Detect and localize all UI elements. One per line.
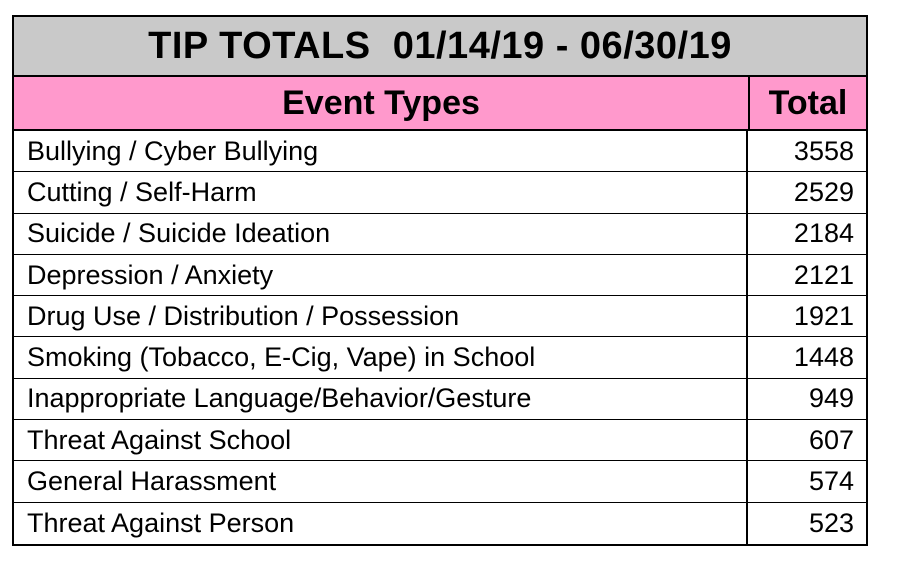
event-type-cell: Smoking (Tobacco, E-Cig, Vape) in School [14,337,748,377]
event-type-cell: Threat Against School [14,420,748,460]
total-cell: 1921 [793,300,854,331]
table-row [14,172,866,213]
total-header: Total [768,83,848,122]
table-row [14,214,866,255]
total-cell: 2121 [793,259,854,290]
event-type-cell: Drug Use / Distribution / Possession [14,296,748,336]
table-row [14,461,866,502]
total-cell: 607 [808,424,854,455]
tip-totals-table [12,15,868,546]
total-cell: 949 [808,383,854,414]
total-cell: 3558 [793,135,854,166]
table-row [14,503,866,544]
table-row [14,255,866,296]
event-type-cell: Bullying / Cyber Bullying [14,131,748,171]
table-row [14,296,866,337]
total-cell: 523 [808,507,854,538]
event-type-cell: Inappropriate Language/Behavior/Gesture [14,379,748,419]
event-type-cell: General Harassment [14,461,748,501]
table-body [14,131,866,544]
total-cell: 2529 [793,176,854,207]
total-cell: 1448 [793,342,854,373]
event-type-cell: Suicide / Suicide Ideation [14,214,748,254]
total-cell: 2184 [793,218,854,249]
event-type-cell: Depression / Anxiety [14,255,748,295]
table-title: TIP TOTALS 01/14/19 - 06/30/19 [14,17,866,77]
table-row [14,379,866,420]
header-row [14,77,866,131]
table-row [14,420,866,461]
event-type-cell: Threat Against Person [14,503,748,544]
table-row [14,337,866,378]
event-type-cell: Cutting / Self-Harm [14,172,748,212]
table-row [14,131,866,172]
event-types-header: Event Types [14,77,750,129]
total-cell: 574 [808,466,854,497]
